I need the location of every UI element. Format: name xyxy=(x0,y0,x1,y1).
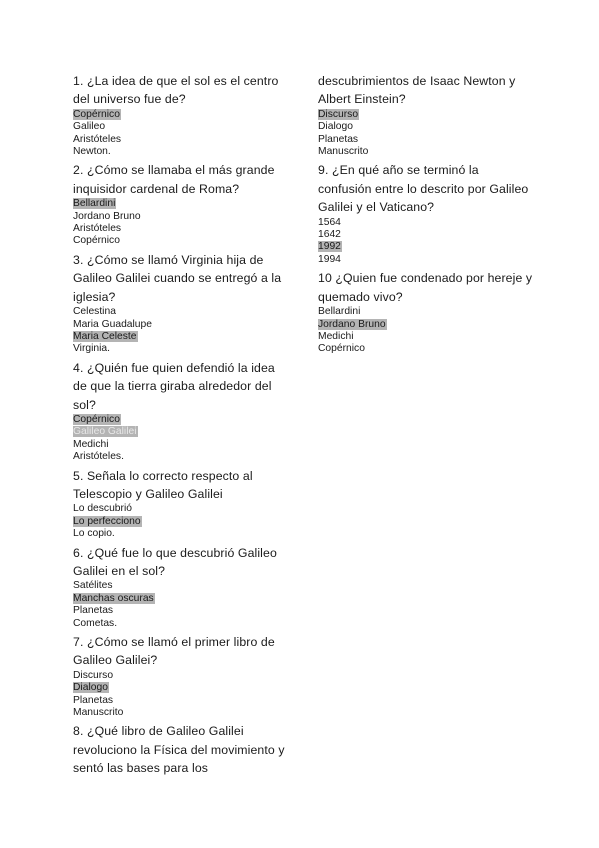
option[interactable]: Lo descubrió xyxy=(73,503,132,515)
option-selected[interactable]: Copérnico xyxy=(73,413,120,425)
option-selected[interactable]: 1992 xyxy=(318,241,341,253)
question-text-part1: 8. ¿Qué libro de Galileo Galilei revoluciono la Física del movimiento y sentó las bases para los xyxy=(73,724,285,776)
option[interactable]: 1642 xyxy=(318,229,341,241)
option[interactable]: Medichi xyxy=(318,330,354,342)
options-list xyxy=(318,306,533,356)
option[interactable]: Manuscrito xyxy=(318,146,369,158)
option-selected[interactable]: Lo perfecciono xyxy=(73,515,141,527)
question-9 xyxy=(318,161,533,266)
option[interactable]: Planetas xyxy=(318,133,359,145)
left-column xyxy=(73,72,288,780)
options-list xyxy=(73,580,288,630)
question-text: 1. ¿La idea de que el sol es el centro del universo fue de? xyxy=(73,74,279,107)
option[interactable]: Dialogo xyxy=(318,121,353,133)
option-selected[interactable]: Bellardini xyxy=(73,198,116,210)
question-text-part2: descubrimientos de Isaac Newton y Albert Einstein? xyxy=(318,74,516,107)
right-column xyxy=(318,72,533,359)
options-list xyxy=(73,503,288,540)
question-text: 3. ¿Cómo se llamó Virginia hija de Galileo Galilei cuando se entregó a la iglesia? xyxy=(73,252,282,304)
question-4 xyxy=(73,359,288,464)
option-selected[interactable]: Jordano Bruno xyxy=(318,318,386,330)
question-6 xyxy=(73,544,288,630)
option[interactable]: Bellardini xyxy=(318,306,361,318)
option[interactable]: Aristóteles xyxy=(73,133,122,145)
option-selected[interactable]: Discurso xyxy=(318,108,359,120)
option[interactable]: Manuscrito xyxy=(73,707,124,719)
option[interactable]: Virginia. xyxy=(73,343,111,355)
question-text: 6. ¿Qué fue lo que descubrió Galileo Galilei en el sol? xyxy=(73,545,277,578)
option[interactable]: 1994 xyxy=(318,253,341,265)
question-10 xyxy=(318,269,533,355)
question-7 xyxy=(73,633,288,719)
question-8 xyxy=(73,722,288,777)
option[interactable]: Galileo xyxy=(73,121,106,133)
option[interactable]: Copérnico xyxy=(73,235,120,247)
options-list xyxy=(73,670,288,720)
question-text: 4. ¿Quién fue quien defendió la idea de que la tierra giraba alrededor del sol? xyxy=(73,360,275,412)
option[interactable]: Discurso xyxy=(73,669,114,681)
option-selected[interactable]: Manchas oscuras xyxy=(73,592,154,604)
option-selected[interactable]: Dialogo xyxy=(73,682,108,694)
option[interactable]: Planetas xyxy=(73,605,114,617)
option[interactable]: Aristóteles. xyxy=(73,451,124,463)
option[interactable]: Medichi xyxy=(73,438,109,450)
question-text: 9. ¿En qué año se terminó la confusión entre lo descrito por Galileo Galilei y el Vaticano? xyxy=(318,163,529,215)
options-list xyxy=(318,217,533,267)
option[interactable]: Aristóteles xyxy=(73,223,122,235)
option[interactable]: Newton. xyxy=(73,146,111,158)
question-text: 7. ¿Cómo se llamó el primer libro de Galileo Galilei? xyxy=(73,635,275,668)
question-text: 2. ¿Cómo se llamaba el más grande inquisidor cardenal de Roma? xyxy=(73,163,275,196)
options-list xyxy=(73,306,288,356)
option[interactable]: Copérnico xyxy=(318,343,365,355)
option[interactable]: Maria Guadalupe xyxy=(73,318,152,330)
question-8-continued xyxy=(318,72,533,158)
question-1 xyxy=(73,72,288,158)
options-list xyxy=(73,198,288,248)
question-2 xyxy=(73,161,288,247)
option[interactable]: 1564 xyxy=(318,216,341,228)
question-text: 10 ¿Quien fue condenado por hereje y quemado vivo? xyxy=(318,271,533,304)
question-5 xyxy=(73,467,288,541)
option[interactable]: Celestina xyxy=(73,306,116,318)
option-selected[interactable]: Copérnico xyxy=(73,108,120,120)
option[interactable]: Satélites xyxy=(73,580,113,592)
option-selected[interactable]: Maria Celeste xyxy=(73,330,137,342)
options-list xyxy=(73,414,288,464)
options-list xyxy=(318,109,533,159)
option[interactable]: Planetas xyxy=(73,694,114,706)
options-list xyxy=(73,109,288,159)
question-text: 5. Señala lo correcto respecto al Telescopio y Galileo Galilei xyxy=(73,468,253,501)
option[interactable]: Cometas. xyxy=(73,617,118,629)
option-selected-faded[interactable]: Galileo Galilei xyxy=(73,426,137,438)
option[interactable]: Lo copio. xyxy=(73,528,115,540)
question-3 xyxy=(73,251,288,356)
option[interactable]: Jordano Bruno xyxy=(73,210,141,222)
